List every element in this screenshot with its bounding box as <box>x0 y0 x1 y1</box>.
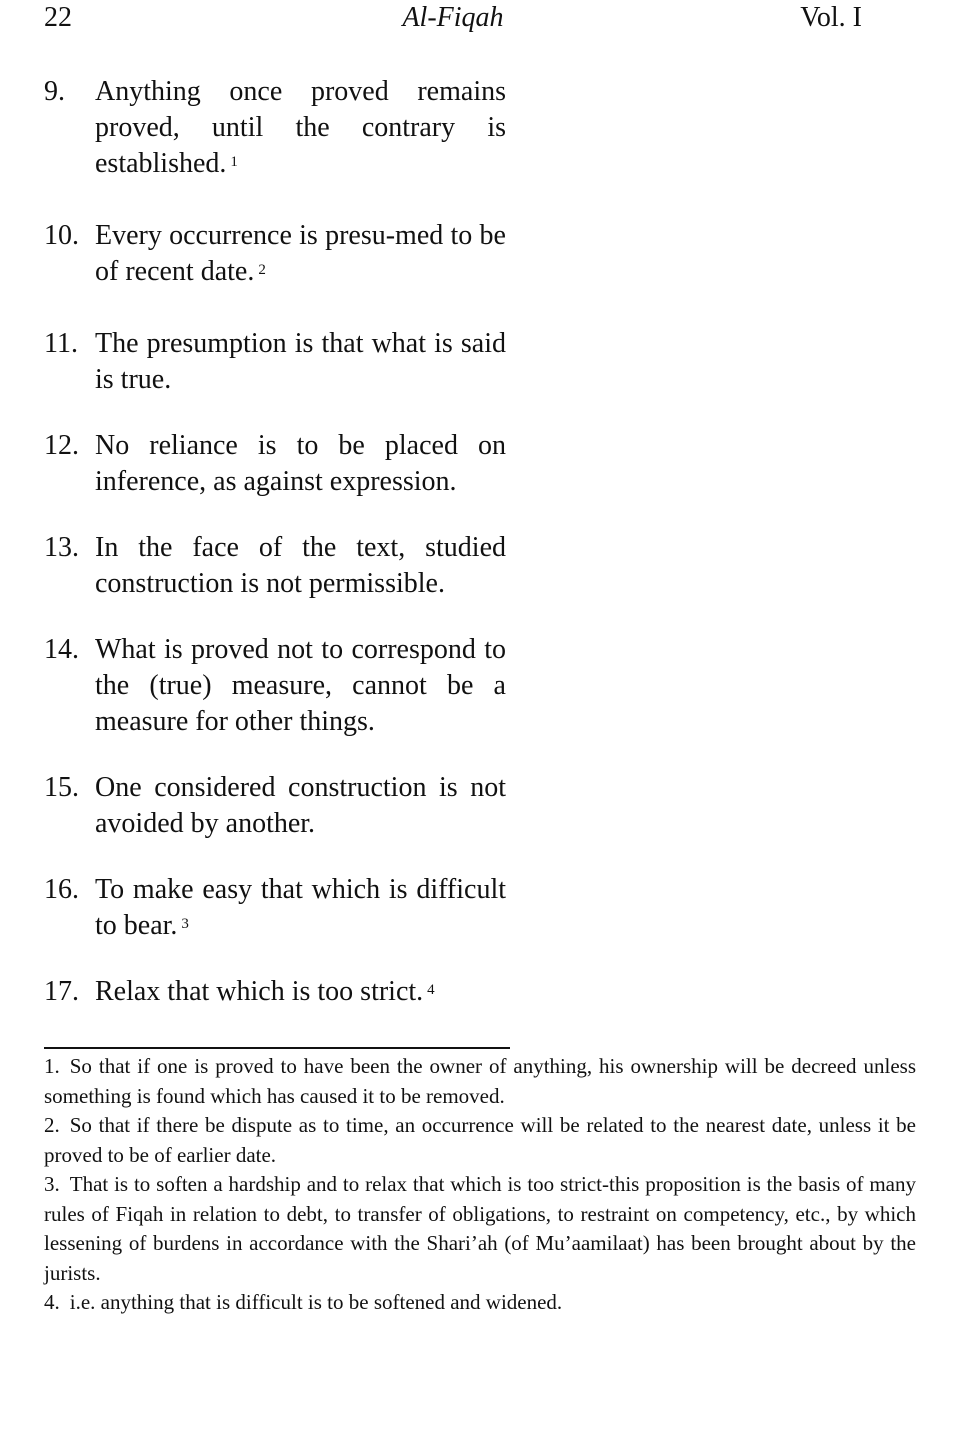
footnote-text: So that if there be dispute as to time, an occurrence will be related to the nearest date, unless it be proved to be of earlier date. <box>44 1113 916 1167</box>
maxim-text: Relax that which is too strict. $^4$ <box>95 976 435 1007</box>
maxim-item <box>44 530 506 602</box>
maxim-item <box>44 632 506 740</box>
maxim-text: One considered construction is not avoided by another. <box>95 772 506 839</box>
footnotes <box>44 1052 916 1318</box>
maxim-number: 15. <box>44 772 79 803</box>
maxim-text: Anything once proved remains proved, until the contrary is established. $^1$ <box>95 76 506 179</box>
footnote <box>44 1052 916 1111</box>
page-number: 22 <box>44 2 72 33</box>
footnote-number: 3. <box>44 1172 60 1196</box>
maxim-item <box>44 974 506 1010</box>
maxim-number: 13. <box>44 532 79 563</box>
footnote-ref[interactable]: 3 <box>181 916 189 932</box>
maxim-item <box>44 326 506 398</box>
maxim-number: 16. <box>44 874 79 905</box>
maxim-item <box>44 74 506 182</box>
footnote-number: 4. <box>44 1290 60 1314</box>
maxim-text: To make easy that which is difficult to bear. $^3$ <box>95 874 506 941</box>
maxim-item <box>44 770 506 842</box>
footnote-ref[interactable]: 2 <box>258 262 266 278</box>
maxim-number: 12. <box>44 430 79 461</box>
footnote <box>44 1111 916 1170</box>
footnote-text: i.e. anything that is difficult is to be softened and widened. <box>69 1290 563 1314</box>
maxim-text: The presumption is that what is said is true. <box>95 328 506 395</box>
footnote-divider <box>44 1047 510 1049</box>
footnote-text: That is to soften a hardship and to relax that which is too strict-this proposition is the basis of many rules of Fiqah in relation to debt, to transfer of obligations, to restraint on competency, etc., by which lessening of burdens in accordance with the Shari’ah (of Mu’aamilaat) has been brought about by the jurists. <box>44 1172 916 1285</box>
maxim-text: Every occurrence is presu-med to be of recent date. $^2$ <box>95 220 506 287</box>
maxim-item <box>44 872 506 944</box>
page-header <box>44 2 862 38</box>
volume-label: Vol. I <box>800 2 862 33</box>
maxim-number: 14. <box>44 634 79 665</box>
maxim-text: In the face of the text, studied construction is not permissible. <box>95 532 506 599</box>
running-title: Al-Fiqah <box>402 2 504 33</box>
footnote-ref[interactable]: 1 <box>230 154 238 170</box>
footnote <box>44 1288 916 1318</box>
footnote-number: 2. <box>44 1113 60 1137</box>
maxim-text: No reliance is to be placed on inference, as against expression. <box>95 430 506 497</box>
maxim-number: 17. <box>44 976 79 1007</box>
footnote <box>44 1170 916 1288</box>
maxim-number: 9. <box>44 76 65 107</box>
footnote-number: 1. <box>44 1054 60 1078</box>
footnote-text: So that if one is proved to have been the owner of anything, his ownership will be decreed unless something is found which has caused it to be removed. <box>44 1054 916 1108</box>
maxims-list <box>44 74 506 1010</box>
maxim-number: 10. <box>44 220 79 251</box>
maxim-text: What is proved not to correspond to the (true) measure, cannot be a measure for other things. <box>95 634 506 737</box>
maxim-item <box>44 218 506 290</box>
maxim-number: 11. <box>44 328 78 359</box>
maxim-item <box>44 428 506 500</box>
footnote-ref[interactable]: 4 <box>427 982 435 998</box>
